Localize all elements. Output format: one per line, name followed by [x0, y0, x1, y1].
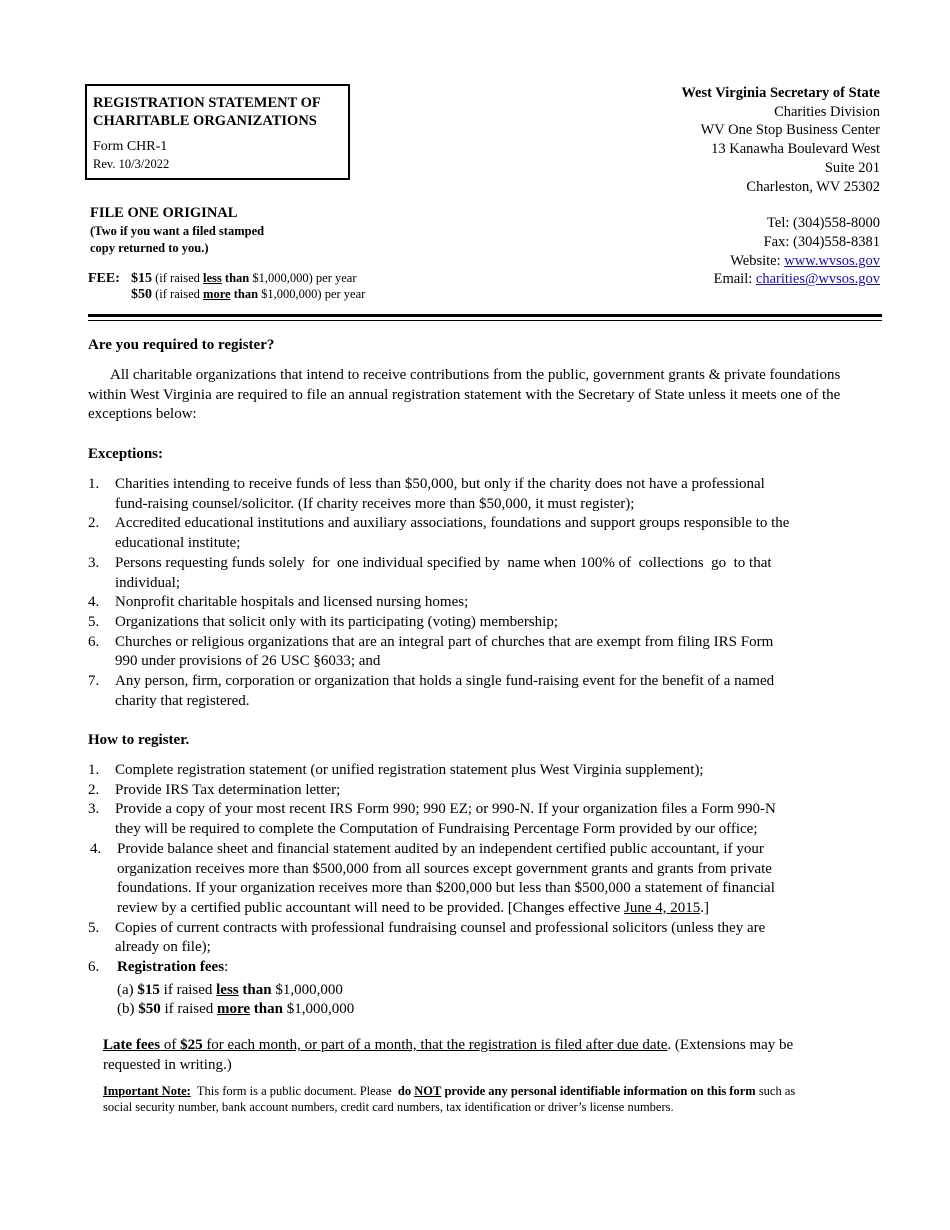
step-text: Copies of current contracts with professional fundraising counsel and professional solicitors (unless they are — [115, 919, 766, 936]
exception-number: 1. — [88, 476, 100, 492]
fee-option-prefix: (b) — [117, 1001, 135, 1017]
fee-keyword-less: less — [203, 271, 222, 285]
fee-option-amount: $15 — [137, 982, 160, 998]
exception-item — [88, 514, 883, 553]
exception-text-cont: educational institute; — [115, 535, 241, 552]
exception-item — [88, 554, 883, 593]
exception-number: 2. — [88, 515, 100, 532]
register-step — [88, 840, 883, 919]
exception-number: 7. — [88, 673, 100, 690]
important-note-text: such as — [758, 1084, 796, 1098]
file-copy-note-line-1: (Two if you want a filed stamped — [90, 224, 265, 238]
office-fax: Fax: (304)558-8381 — [763, 233, 880, 250]
step-text: Provide balance sheet and financial statement audited by an independent certified public accountant, if your — [117, 840, 764, 857]
form-title — [93, 94, 348, 130]
important-note-label: Important Note: — [103, 1084, 191, 1098]
late-fees-label: Late fees — [103, 1037, 161, 1053]
fee-amount-50: $50 — [131, 287, 152, 302]
step-text-cont: review by a certified public accountant will need to be provided. [Changes effective — [117, 899, 621, 916]
step-number: 6. — [88, 959, 100, 976]
registration-fees-label: Registration fees — [117, 959, 225, 976]
exception-item — [88, 593, 883, 613]
exception-text-cont: charity that registered. — [115, 692, 250, 709]
fee-amount-15: $15 — [131, 271, 152, 286]
late-fees-of: of — [163, 1037, 177, 1053]
late-fees-tail-cont: requested in writing.) — [103, 1056, 232, 1073]
late-fees-tail: . (Extensions may be — [667, 1037, 794, 1053]
step-number: 5. — [88, 919, 100, 936]
office-suite: Suite 201 — [824, 159, 880, 176]
register-step — [88, 781, 883, 801]
how-to-register-list — [88, 761, 883, 978]
fee-text: $1,000,000) per year — [252, 271, 357, 285]
exception-text: Charities intending to receive funds of less than $50,000, but only if the charity does not have a professional — [115, 476, 765, 492]
fee-option-amount: $50 — [138, 1001, 161, 1017]
fee-text: $1,000,000) per year — [261, 287, 366, 301]
fee-row-50 — [131, 286, 365, 303]
form-title-line-1: REGISTRATION STATEMENT OF — [93, 95, 321, 111]
registration-fee-b — [117, 1000, 354, 1020]
step-number: 4. — [90, 840, 102, 857]
file-copy-note-line-2: copy returned to you.) — [90, 240, 209, 255]
email-link[interactable]: charities@wvsos.gov — [755, 271, 880, 288]
office-contact-block — [560, 84, 880, 289]
late-fees-underlined — [103, 1037, 667, 1053]
office-website — [560, 252, 880, 271]
registration-fee-a — [117, 981, 343, 1001]
exception-number: 4. — [88, 594, 100, 611]
required-heading: Are you required to register? — [88, 337, 275, 353]
file-one-original-heading: FILE ONE ORIGINAL — [90, 205, 238, 221]
important-note — [103, 1083, 893, 1116]
exception-text: Nonprofit charitable hospitals and licensed nursing homes; — [115, 594, 469, 611]
step-text: Provide IRS Tax determination letter; — [115, 781, 341, 798]
form-number: Form CHR-1 — [93, 139, 168, 154]
fee-than: than — [233, 287, 259, 301]
register-step — [88, 800, 883, 839]
exception-number: 5. — [88, 613, 100, 630]
fee-option-text: $1,000,000 — [275, 982, 343, 998]
fee-row-15 — [88, 270, 357, 287]
step-text-cont: foundations. If your organization receives more than $200,000 but less than $500,000 a statement of financial — [117, 880, 775, 897]
step-text-cont: organization receives more than $500,000 from all sources except government grants and grants from private — [117, 860, 772, 877]
office-city: Charleston, WV 25302 — [746, 178, 880, 195]
office-street: 13 Kanawha Boulevard West — [711, 141, 880, 158]
form-title-box — [85, 84, 350, 180]
office-email — [560, 270, 880, 289]
header-divider-thick — [88, 314, 882, 317]
step-number: 1. — [88, 762, 100, 778]
fee-option-keyword: more — [216, 1001, 251, 1017]
exception-item — [88, 613, 883, 633]
step-text: Complete registration statement (or unified registration statement plus West Virginia supplement); — [115, 762, 704, 778]
exception-text: Persons requesting funds solely for one individual specified by name when 100% of collections go to that — [115, 554, 772, 571]
exceptions-heading: Exceptions: — [88, 446, 163, 462]
office-division: Charities Division — [774, 103, 880, 120]
how-to-register-heading: How to register. — [88, 732, 190, 748]
exception-item — [88, 633, 883, 672]
fee-option-text: if raised — [164, 1001, 214, 1017]
website-link[interactable]: www.wvsos.gov — [784, 252, 880, 269]
exception-item — [88, 475, 883, 514]
important-note-bold: do — [397, 1084, 412, 1098]
fee-label: FEE: — [88, 271, 120, 286]
fee-keyword-more: more — [203, 287, 231, 301]
step-number: 2. — [88, 781, 100, 798]
exception-text-cont: individual; — [115, 574, 180, 591]
office-name: West Virginia Secretary of State — [681, 85, 880, 101]
exception-text-cont: fund-raising counsel/solicitor. (If charity receives more than $50,000, it must register); — [115, 495, 635, 512]
step-text-cont: .] — [700, 899, 710, 916]
exception-text-cont: 990 under provisions of 26 USC §6033; and — [115, 653, 381, 670]
step-number: 3. — [88, 801, 100, 818]
effective-date: June 4, 2015 — [624, 899, 701, 916]
important-note-text: This form is a public document. Please — [196, 1084, 392, 1098]
fee-option-than: than — [253, 1001, 283, 1017]
file-copy-note — [90, 223, 320, 256]
required-paragraph: All charitable organizations that intend to receive contributions from the public, government grants & private foundations within West Virginia are required to file an annual registration statement with the Secretary of State unless it meets one of the exceptions below: — [88, 367, 841, 423]
register-step: 6. Registration fees: — [88, 958, 883, 978]
late-fees-amount: $25 — [180, 1037, 203, 1053]
fee-text: (if raised — [155, 287, 200, 301]
header-divider-thin — [88, 320, 882, 321]
exception-text: Organizations that solicit only with its participating (voting) membership; — [115, 613, 558, 630]
fee-option-text: if raised — [163, 982, 213, 998]
fee-option-prefix: (a) — [117, 982, 134, 998]
step-text: Provide a copy of your most recent IRS Form 990; 990 EZ; or 990-N. If your organization files a Form 990-N — [115, 801, 776, 818]
fee-option-text: $1,000,000 — [286, 1001, 355, 1017]
late-fees-paragraph — [103, 1036, 893, 1075]
fee-than: than — [224, 271, 250, 285]
form-revision: Rev. 10/3/2022 — [93, 157, 170, 171]
website-label: Website: — [730, 252, 781, 269]
exception-text: Accredited educational institutions and auxiliary associations, foundations and support groups responsible to the — [115, 515, 790, 532]
email-label: Email: — [713, 271, 753, 288]
exception-item — [88, 672, 883, 711]
important-note-not: NOT — [414, 1084, 442, 1098]
fee-option-keyword: less — [216, 982, 239, 998]
exception-number: 3. — [88, 554, 100, 571]
exceptions-list — [88, 475, 883, 711]
form-title-line-2: CHARITABLE ORGANIZATIONS — [93, 113, 317, 129]
office-center: WV One Stop Business Center — [700, 122, 880, 139]
step-text-cont: they will be required to complete the Computation of Fundraising Percentage Form provided by our office; — [115, 821, 758, 838]
step-text-cont: already on file); — [115, 939, 211, 956]
fee-option-than: than — [242, 982, 272, 998]
fee-text: (if raised — [155, 271, 200, 285]
important-note-text-cont: social security number, bank account numbers, credit card numbers, tax identification or driver’s license numbers. — [103, 1100, 674, 1115]
register-step — [88, 761, 883, 781]
late-fees-text: for each month, or part of a month, that the registration is filed after due date — [206, 1037, 668, 1053]
office-tel: Tel: (304)558-8000 — [767, 215, 880, 232]
important-note-bold: provide any personal identifiable information on this form — [444, 1084, 756, 1098]
exception-text: Any person, firm, corporation or organization that holds a single fund-raising event for the benefit of a named — [115, 673, 775, 690]
exception-number: 6. — [88, 633, 100, 650]
exception-text: Churches or religious organizations that are an integral part of churches that are exempt from filing IRS Form — [115, 633, 774, 650]
register-step — [88, 919, 883, 958]
